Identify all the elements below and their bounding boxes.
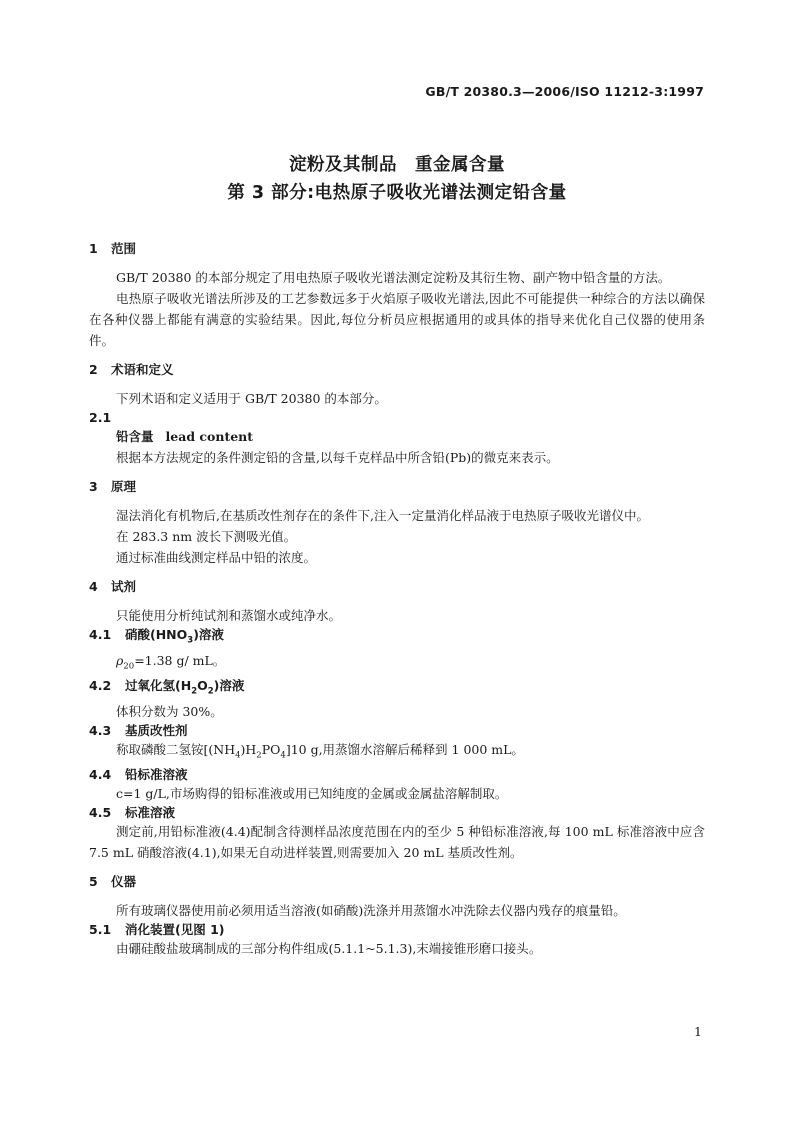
paragraph: 通过标准曲线测定样品中铅的浓度。	[116, 550, 317, 565]
paragraph: 体积分数为 30%。	[116, 703, 223, 719]
paragraph: 下列术语和定义适用于 GB/T 20380 的本部分。	[116, 391, 387, 406]
term-chinese: 铅含量	[116, 429, 154, 444]
paragraph: $\rho_{20}=1.38$ g/ mL。	[116, 652, 226, 671]
section-number: 5	[89, 874, 98, 889]
subsection-4-5-heading: 4.5 标准溶液	[89, 805, 176, 820]
subsection-4-1-heading: 4.1 硝酸$(HNO_3)$溶液	[89, 627, 224, 646]
section-number: 4	[89, 579, 98, 594]
paragraph: 称取磷酸二氢铵$[(NH_4)H_2PO_4]10$ g,用蒸馏水溶解后稀释到 1 000 mL。	[116, 741, 524, 760]
paragraph: 电热原子吸收光谱法所涉及的工艺参数远多于火焰原子吸收光谱法,因此不可能提供一种综合的方法以确保在各种仪器上都能有满意的实验结果。因此,每位分析员应根据通用的或具体的指导来优化自己仪器的使用条件。	[89, 291, 705, 348]
title-line-2: 第 3 部分:电热原子吸收光谱法测定铅含量	[227, 183, 567, 203]
page-number: 1	[694, 1024, 702, 1039]
section-title: 原理	[111, 479, 137, 494]
section-title: 仪器	[111, 874, 137, 889]
paragraph: c=1 g/L,市场购得的铅标准液或用已知纯度的金属或金属盐溶解制取。	[116, 786, 508, 801]
section-2-heading	[89, 361, 705, 378]
paragraph: 由硼硅酸盐玻璃制成的三部分构件组成(5.1.1~5.1.3),末端接锥形磨口接头。	[116, 941, 542, 956]
section-5-heading	[89, 873, 705, 890]
section-number: 1	[89, 241, 98, 256]
subsection-number: 2.1	[89, 410, 112, 425]
section-number: 3	[89, 479, 98, 494]
paragraph: 测定前,用铅标准液(4.4)配制含待测样品浓度范围在内的至少 5 种铅标准溶液,每 100 mL 标准溶液中应含 7.5 mL 硝酸溶液(4.1),如果无自动进样装置,则需要加入 20 mL 基质改性剂。	[89, 824, 705, 860]
term-definition: 根据本方法规定的条件测定铅的含量,以每千克样品中所含铅(Pb)的微克来表示。	[116, 450, 559, 465]
section-title: 术语和定义	[111, 362, 174, 377]
paragraph: 所有玻璃仪器使用前必须用适当溶液(如硝酸)洗涤并用蒸馏水冲洗除去仪器内残存的痕量铅。	[116, 903, 626, 918]
section-4-heading	[89, 578, 705, 595]
document-body	[89, 240, 705, 959]
paragraph: 在 283.3 nm 波长下测吸光值。	[116, 529, 297, 544]
section-1-heading	[89, 240, 705, 257]
section-3-heading	[89, 478, 705, 495]
paragraph: GB/T 20380 的本部分规定了用电热原子吸收光谱法测定淀粉及其衍生物、副产物中铅含量的方法。	[116, 270, 671, 285]
section-title: 试剂	[111, 579, 137, 594]
paragraph: 只能使用分析纯试剂和蒸馏水或纯净水。	[116, 608, 342, 623]
subsection-4-4-heading: 4.4 铅标准溶液	[89, 767, 188, 782]
subsection-5-1-heading: 5.1 消化装置(见图 1)	[89, 922, 225, 937]
standard-code: GB/T 20380.3—2006/ISO 11212-3:1997	[425, 84, 704, 99]
term-entry	[89, 426, 705, 447]
paragraph: 湿法消化有机物后,在基质改性剂存在的条件下,注入一定量消化样品液于电热原子吸收光谱仪中。	[116, 508, 649, 523]
title-line-1: 淀粉及其制品 重金属含量	[289, 155, 505, 175]
subsection-4-3-heading: 4.3 基质改性剂	[89, 722, 188, 738]
section-title: 范围	[111, 241, 137, 256]
subsection-4-2-heading: 4.2 过氧化氢$(H_2O_2)$溶液	[89, 678, 245, 697]
term-english: lead content	[165, 429, 254, 444]
section-number: 2	[89, 362, 98, 377]
